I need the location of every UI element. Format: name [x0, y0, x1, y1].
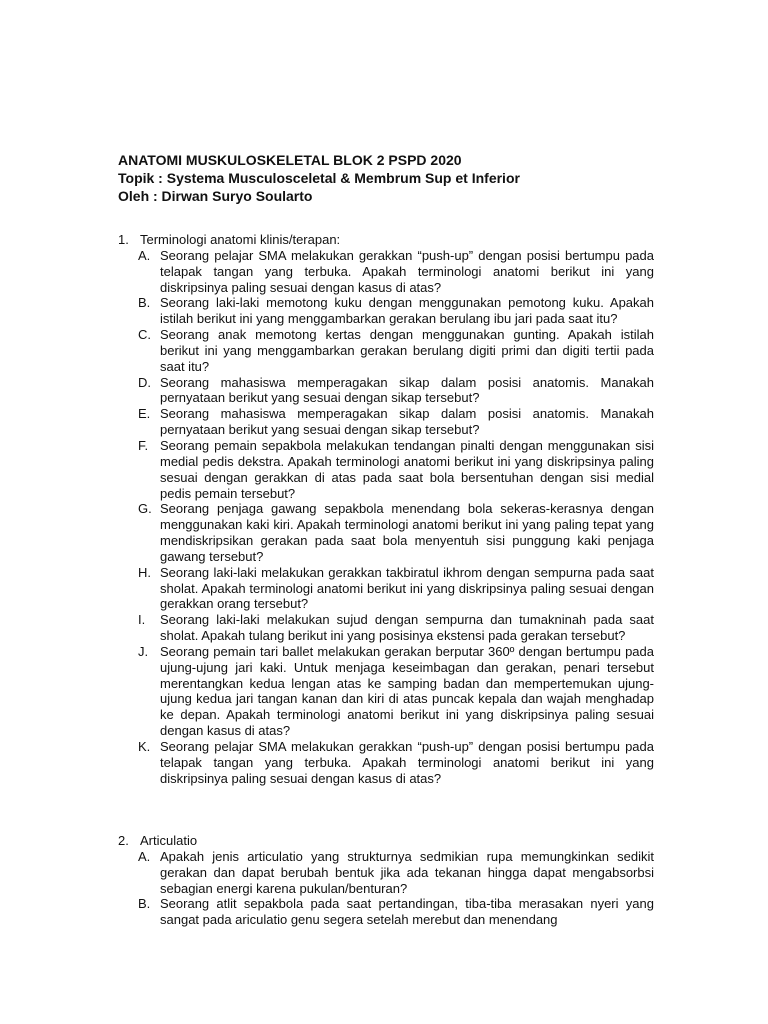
question-letter: I.	[138, 612, 146, 628]
question-text: Seorang laki-laki memotong kuku dengan menggunakan pemotong kuku. Apakah istilah berikut ini yang menggambarkan gerakan berulang ibu jari pada saat itu?	[160, 295, 654, 327]
document-header	[118, 151, 678, 205]
section-title	[118, 833, 654, 849]
question-item	[118, 739, 654, 787]
question-text: Seorang atlit sepakbola pada saat pertandingan, tiba-tiba merasakan nyeri yang sangat pada ariculatio genu segera setelah merebut dan menendang	[160, 896, 654, 928]
document-title: ANATOMI MUSKULOSKELETAL BLOK 2 PSPD 2020	[118, 152, 462, 168]
question-list	[118, 248, 654, 787]
question-item	[118, 644, 654, 739]
question-text: Seorang laki-laki melakukan gerakkan takbiratul ikhrom dengan sempurna pada saat sholat. Apakah terminologi anatomi berikut ini yang diskripsinya paling sesuai dengan gerakkan orang tersebut?	[160, 564, 654, 612]
question-text: Seorang penjaga gawang sepakbola menendang bola sekeras-kerasnya dengan menggunakan kaki kiri. Apakah terminologi anatomi berikut ini yang paling tepat yang mendiskripsikan gerakan pada saat bola menyentuh sisi punggung kaki penjaga gawang tersebut?	[160, 501, 654, 564]
question-letter: G.	[138, 501, 152, 517]
section-title-text: Articulatio	[140, 833, 198, 848]
question-letter: D.	[138, 374, 151, 390]
question-text: Seorang laki-laki melakukan sujud dengan sempurna dan tumakninah pada saat sholat. Apakah tulang berikut ini yang posisinya ekstensi pada gerakan tersebut?	[160, 612, 654, 644]
question-text: Seorang pelajar SMA melakukan gerakkan “push-up” dengan posisi bertumpu pada telapak tangan yang terbuka. Apakah terminologi anatomi berikut ini yang diskripsinya paling sesuai dengan kasus di atas?	[160, 247, 654, 295]
question-item	[118, 438, 654, 501]
question-item	[118, 501, 654, 564]
document-author: Oleh : Dirwan Suryo Soularto	[118, 188, 313, 204]
question-item	[118, 248, 654, 296]
question-item	[118, 406, 654, 438]
question-letter: K.	[138, 739, 151, 754]
section-terminologi	[118, 232, 654, 787]
question-item	[118, 849, 654, 897]
section-number: 2.	[118, 833, 129, 848]
section-articulatio	[118, 833, 654, 928]
question-text: Seorang anak memotong kertas dengan menggunakan gunting. Apakah istilah berikut ini yang menggambarkan gerakan berulang digiti primi dan digiti tertii pada saat itu?	[160, 327, 654, 374]
question-text: Seorang pelajar SMA melakukan gerakkan “push-up” dengan posisi bertumpu pada telapak tangan yang terbuka. Apakah terminologi anatomi berikut ini yang diskripsinya paling sesuai dengan kasus di atas?	[160, 739, 654, 786]
question-letter: C.	[138, 327, 151, 343]
question-letter: A.	[138, 247, 151, 263]
question-letter: A.	[138, 848, 151, 864]
question-letter: E.	[138, 406, 151, 422]
question-letter: J.	[138, 643, 149, 659]
question-letter: B.	[138, 896, 151, 912]
question-letter: H.	[138, 564, 151, 580]
question-letter: B.	[138, 295, 151, 311]
question-item	[118, 565, 654, 613]
section-number: 1.	[118, 232, 129, 247]
question-list	[118, 849, 654, 928]
question-letter: F.	[138, 437, 149, 453]
question-item	[118, 327, 654, 375]
question-text: Seorang mahasiswa memperagakan sikap dalam posisi anatomis. Manakah pernyataan berikut yang sesuai dengan sikap tersebut?	[160, 406, 654, 438]
question-item	[118, 295, 654, 327]
document-topic: Topik : Systema Musculosceletal & Membrum Sup et Inferior	[118, 170, 520, 186]
section-title	[118, 232, 654, 248]
question-text: Seorang pemain sepakbola melakukan tendangan pinalti dengan menggunakan sisi medial pedis dekstra. Apakah terminologi anatomi berikut ini yang diskripsinya paling sesuai dengan gerakkan di atas pada saat bola bersentuhan dengan sisi medial pedis pemain tersebut?	[160, 437, 654, 501]
question-text: Apakah jenis articulatio yang strukturnya sedmikian rupa memungkinkan sedikit gerakan dan dapat berubah bentuk jika ada tekanan hingga dapat mengabsorbsi sebagian energi karena pukulan/benturan?	[160, 848, 654, 896]
section-title-text: Terminologi anatomi klinis/terapan:	[140, 232, 341, 247]
question-text: Seorang mahasiswa memperagakan sikap dalam posisi anatomis. Manakah pernyataan berikut yang sesuai dengan sikap tersebut?	[160, 374, 654, 406]
question-item	[118, 896, 654, 928]
question-item	[118, 375, 654, 407]
question-text: Seorang pemain tari ballet melakukan gerakan berputar 360º dengan bertumpu pada ujung-ujung jari kaki. Untuk menjaga keseimbagan dan gerakan, penari tersebut merentangkan kedua lengan atas ke samping badan dan mempertemukan ujung-ujung kedua jari tangan kanan dan kiri di atas puncak kepala dan wajah menghadap ke depan. Apakah terminologi anatomi berikut ini yang diskripsinya paling sesuai dengan kasus di atas?	[160, 643, 654, 739]
question-item	[118, 612, 654, 644]
